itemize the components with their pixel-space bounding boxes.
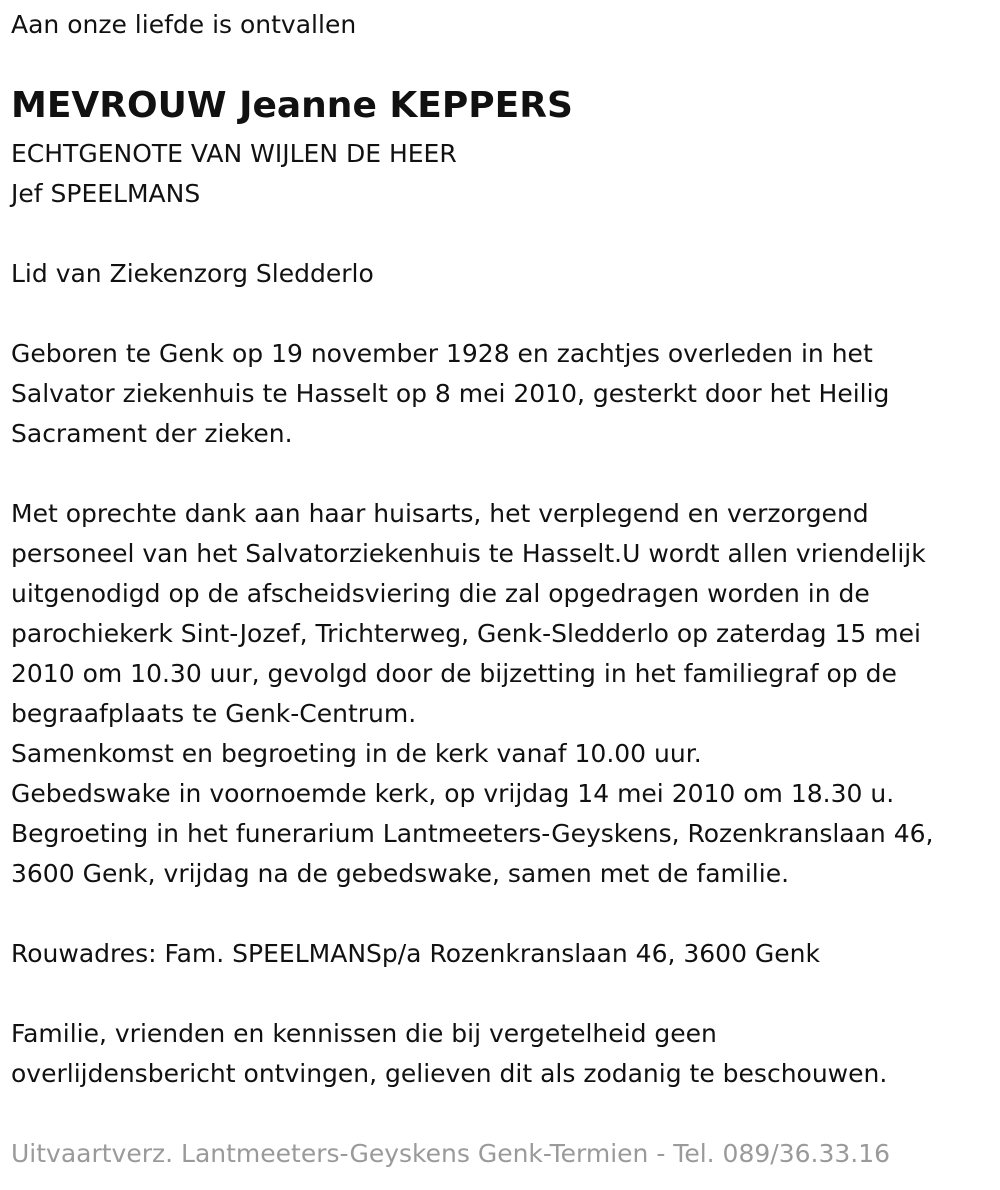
spouse-block <box>11 134 457 214</box>
ceremony-paragraph <box>11 494 933 894</box>
paragraph-line: begraafplaats te Genk-Centrum. <box>11 699 417 728</box>
deceased-name: MEVROUW Jeanne KEPPERS <box>11 85 573 126</box>
spouse-line: Jef SPEELMANS <box>11 179 201 208</box>
funeral-home-footer: Uitvaartverz. Lantmeeters-Geyskens Genk-Termien - Tel. 089/36.33.16 <box>11 1139 891 1168</box>
paragraph-line: uitgenodigd op de afscheidsviering die zal opgedragen worden in de <box>11 579 870 608</box>
paragraph-line: Familie, vrienden en kennissen die bij vergetelheid geen <box>11 1019 717 1048</box>
mourning-address-block <box>11 934 820 974</box>
paragraph-line: 2010 om 10.30 uur, gevolgd door de bijzetting in het familiegraf op de <box>11 659 897 688</box>
paragraph-line: Salvator ziekenhuis te Hasselt op 8 mei 2010, gesterkt door het Heilig <box>11 379 890 408</box>
paragraph-line: Geboren te Genk op 19 november 1928 en zachtjes overleden in het <box>11 339 873 368</box>
birth-death-paragraph <box>11 334 889 454</box>
paragraph-line: personeel van het Salvatorziekenhuis te Hasselt.U wordt allen vriendelijk <box>11 539 926 568</box>
paragraph-line: Begroeting in het funerarium Lantmeeters-Geyskens, Rozenkranslaan 46, <box>11 819 934 848</box>
paragraph-line: Met oprechte dank aan haar huisarts, het verplegend en verzorgend <box>11 499 869 528</box>
paragraph-line: Samenkomst en begroeting in de kerk vanaf 10.00 uur. <box>11 739 702 768</box>
paragraph-line: Sacrament der zieken. <box>11 419 293 448</box>
paragraph-line: overlijdensbericht ontvingen, gelieven dit als zodanig te beschouwen. <box>11 1059 888 1088</box>
spouse-line: ECHTGENOTE VAN WIJLEN DE HEER <box>11 139 457 168</box>
paragraph-line: Gebedswake in voornoemde kerk, op vrijdag 14 mei 2010 om 18.30 u. <box>11 779 895 808</box>
paragraph-line: 3600 Genk, vrijdag na de gebedswake, samen met de familie. <box>11 859 790 888</box>
family-paragraph <box>11 1014 887 1094</box>
intro-text: Aan onze liefde is ontvallen <box>11 10 357 39</box>
membership-block <box>11 254 374 294</box>
membership-text: Lid van Ziekenzorg Sledderlo <box>11 259 374 288</box>
paragraph-line: parochiekerk Sint-Jozef, Trichterweg, Genk-Sledderlo op zaterdag 15 mei <box>11 619 921 648</box>
mourning-address: Rouwadres: Fam. SPEELMANSp/a Rozenkranslaan 46, 3600 Genk <box>11 939 821 968</box>
